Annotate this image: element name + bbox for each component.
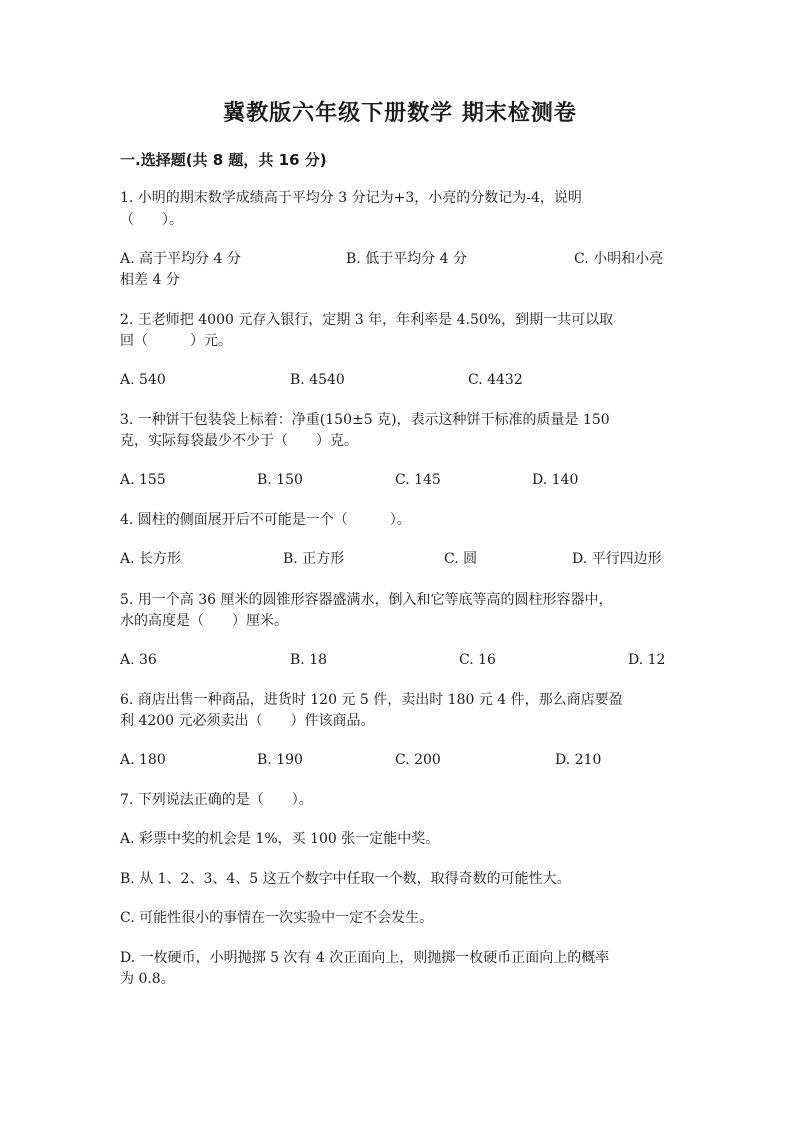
question-4-option-b: B. 正方形	[283, 551, 345, 567]
question-7-line-1: 7. 下列说法正确的是（ ）。	[120, 792, 313, 808]
question-2-option-a: A. 540	[120, 372, 166, 388]
question-4-line-1: 4. 圆柱的侧面展开后不可能是一个（ ）。	[120, 512, 411, 528]
question-1-option-b: B. 低于平均分 4 分	[346, 251, 467, 267]
question-5-option-b: B. 18	[290, 652, 328, 668]
question-5-option-d: D. 12	[628, 652, 666, 668]
question-6-line-1: 6. 商店出售一种商品，进货时 120 元 5 件，卖出时 180 元 4 件，那么商店要盈	[120, 692, 623, 708]
question-3-option-a: A. 155	[120, 472, 166, 488]
question-7-option-c: C. 可能性很小的事情在一次实验中一定不会发生。	[120, 910, 434, 926]
question-5-line-2: 水的高度是（ ）厘米。	[120, 613, 288, 629]
question-6-option-d: D. 210	[555, 752, 602, 768]
question-6-line-2: 利 4200 元必须卖出（ ）件该商品。	[120, 713, 375, 729]
question-6-option-b: B. 190	[257, 752, 303, 768]
question-2-option-c: C. 4432	[468, 372, 523, 388]
question-7-option-d-line-2: 为 0.8。	[120, 971, 175, 987]
question-1-line-2: （ ）。	[120, 212, 183, 228]
question-2-line-2: 回（ ）元。	[120, 333, 232, 349]
question-4-option-d: D. 平行四边形	[572, 551, 662, 567]
question-2-option-b: B. 4540	[290, 372, 345, 388]
question-3-option-d: D. 140	[532, 472, 579, 488]
question-1-option-a: A. 高于平均分 4 分	[120, 251, 241, 267]
page-title: 冀教版六年级下册数学 期末检测卷	[223, 101, 577, 126]
question-5-option-c: C. 16	[459, 652, 496, 668]
question-7-option-a: A. 彩票中奖的机会是 1%，买 100 张一定能中奖。	[120, 831, 440, 847]
question-6-option-a: A. 180	[120, 752, 166, 768]
section-heading: 一.选择题(共 8 题，共 16 分)	[120, 151, 327, 169]
question-3-line-2: 克，实际每袋最少不少于（ ）克。	[120, 433, 358, 449]
question-6-option-c: C. 200	[395, 752, 441, 768]
question-1-option-c: C. 小明和小亮	[574, 251, 664, 267]
question-4-option-c: C. 圆	[444, 551, 478, 567]
question-3-option-b: B. 150	[257, 472, 303, 488]
question-4-option-a: A. 长方形	[120, 551, 182, 567]
question-5-line-1: 5. 用一个高 36 厘米的圆锥形容器盛满水，倒入和它等底等高的圆柱形容器中，	[120, 592, 613, 608]
question-7-option-b: B. 从 1、2、3、4、5 这五个数字中任取一个数，取得奇数的可能性大。	[120, 871, 571, 887]
question-1-line-1: 1. 小明的期末数学成绩高于平均分 3 分记为+3，小亮的分数记为-4，说明	[120, 190, 582, 206]
question-5-option-a: A. 36	[120, 652, 157, 668]
question-7-option-d-line-1: D. 一枚硬币，小明抛掷 5 次有 4 次正面向上，则抛掷一枚硬币正面向上的概率	[120, 950, 610, 966]
question-3-line-1: 3. 一种饼干包装袋上标着：净重(150±5 克)，表示这种饼干标准的质量是 150	[120, 412, 610, 428]
question-1-option-c-wrap: 相差 4 分	[120, 272, 180, 288]
question-2-line-1: 2. 王老师把 4000 元存入银行，定期 3 年，年利率是 4.50%，到期一共可以取	[120, 312, 614, 328]
question-3-option-c: C. 145	[395, 472, 441, 488]
